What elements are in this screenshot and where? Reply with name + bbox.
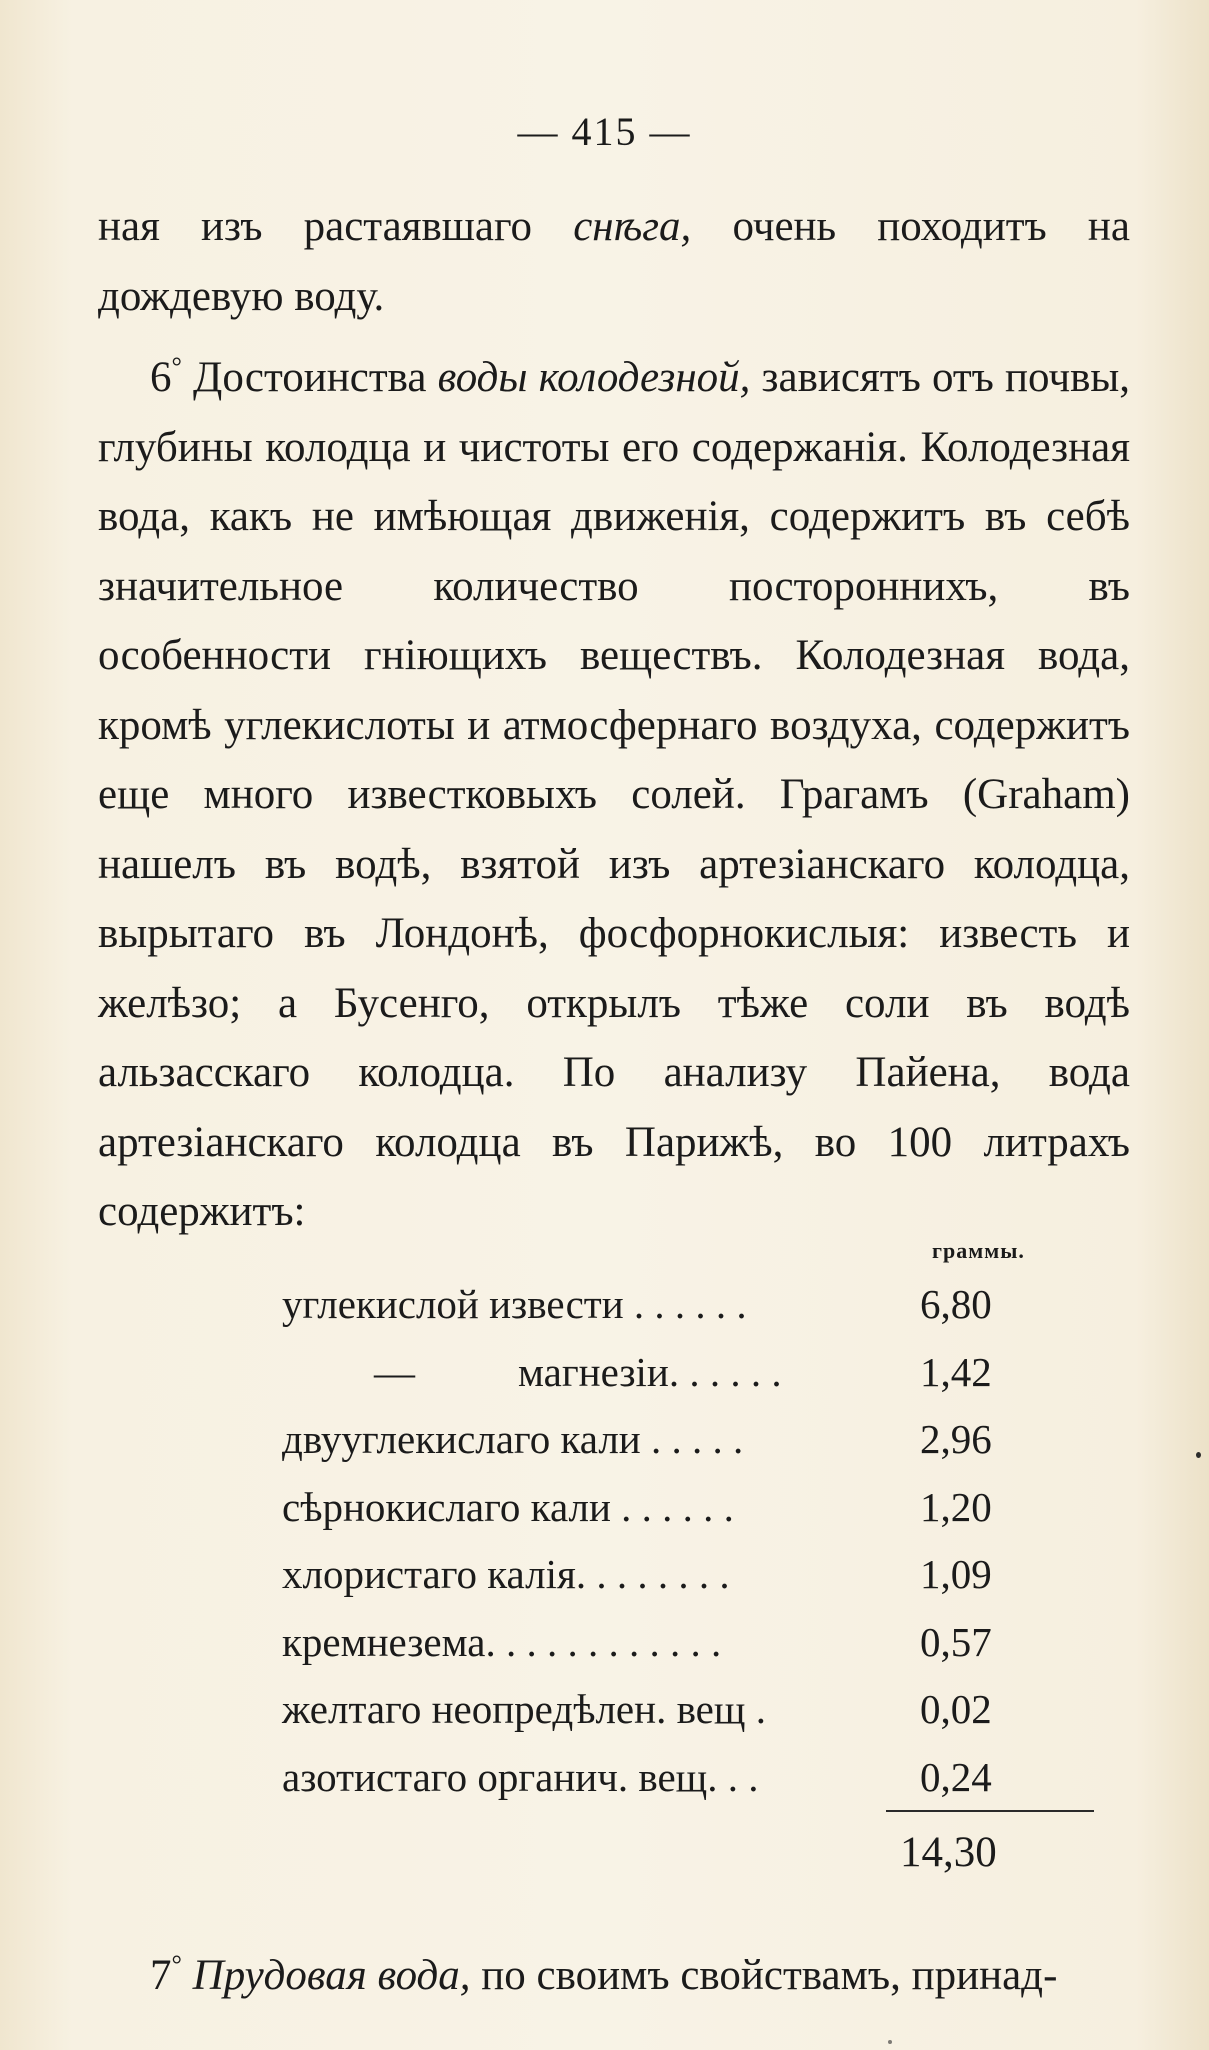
row-name: азотистаго органич. вещ. . .	[282, 1753, 759, 1800]
row-name: двууглекислаго кали . . . . .	[282, 1416, 744, 1462]
row-name: желтаго неопредѣлен. вещ .	[282, 1686, 766, 1732]
row-name: магнезіи. . . . . .	[518, 1348, 782, 1395]
page-number: — 415 —	[517, 109, 692, 154]
table-row	[282, 1677, 1042, 1745]
row-name: кремнезема. . . . . . . . . . . .	[282, 1618, 722, 1665]
table-row	[282, 1272, 1042, 1340]
table-row	[282, 1610, 1042, 1678]
paragraph-3-degree: °	[171, 1950, 182, 1979]
table-total: 14,30	[900, 1829, 997, 1876]
paragraph-2-text-b: зависятъ отъ почвы, глубины колодца и чистоты его содержанія. Колодезная вода, какъ не имѣющая движенія, содержитъ въ себѣ значительное количество постороннихъ, въ особенности гніющихъ веществъ. Колодезная вода, кромѣ углекислоты и атмосфернаго воздуха, содержитъ еще много известковыхъ солей. Грагамъ (Graham) нашелъ въ водѣ, взятой изъ артезіанскаго колодца, вырытаго въ Лондонѣ, фосфорнокислыя: известь и желѣзо; а Бусенго, открылъ тѣже соли въ водѣ альзасскаго колодца. По анализу Пайена, вода артезіанскаго колодца въ Парижѣ, во 100 литрахъ содержитъ:	[98, 354, 1131, 1235]
table-row	[282, 1407, 1042, 1475]
table-row	[282, 1542, 1042, 1610]
row-value: 2,96	[920, 1416, 992, 1462]
paragraph-3-text-b: по своимъ свойствамъ, принад-	[470, 1952, 1058, 1999]
paragraph-2-number: 6	[150, 354, 172, 401]
row-value: 1,09	[920, 1551, 992, 1597]
paragraph-2-text-a: Достоинства	[181, 354, 438, 401]
paragraph-2-italic: воды колодезной,	[437, 354, 751, 401]
row-name: хлористаго калія. . . . . . . .	[282, 1551, 730, 1597]
row-value: 1,42	[920, 1348, 992, 1395]
sum-rule	[886, 1810, 1094, 1812]
paragraph-3	[98, 1930, 1130, 2011]
table-unit-label: граммы.	[932, 1238, 1025, 1263]
table-row	[282, 1340, 1042, 1408]
paragraph-2-degree: °	[171, 352, 182, 381]
paragraph-1	[98, 192, 1130, 331]
row-name: углекислой извести . . . . . .	[282, 1281, 747, 1327]
row-value: 0,24	[920, 1753, 992, 1800]
row-value: 6,80	[920, 1281, 992, 1327]
row-value: 0,57	[920, 1618, 992, 1665]
paragraph-1-text-b: очень походитъ на дождевую воду.	[98, 203, 1130, 320]
row-value: 1,20	[920, 1483, 992, 1530]
table-row	[282, 1475, 1042, 1543]
table-row	[282, 1745, 1042, 1813]
paragraph-1-italic: снѣга,	[573, 203, 692, 250]
ink-speck	[1196, 1452, 1201, 1458]
ink-speck	[888, 2040, 892, 2044]
composition-table	[282, 1272, 1042, 1812]
row-value: 0,02	[920, 1686, 992, 1732]
paragraph-1-text-a: ная изъ растаявшаго	[98, 203, 574, 250]
paragraph-2	[98, 332, 1130, 1247]
paragraph-3-italic: Прудовая вода,	[181, 1952, 471, 1999]
row-name: сѣрнокислаго кали . . . . . .	[282, 1483, 734, 1530]
row-ditto-dash: —	[374, 1348, 415, 1395]
paragraph-3-number: 7	[150, 1952, 172, 1999]
